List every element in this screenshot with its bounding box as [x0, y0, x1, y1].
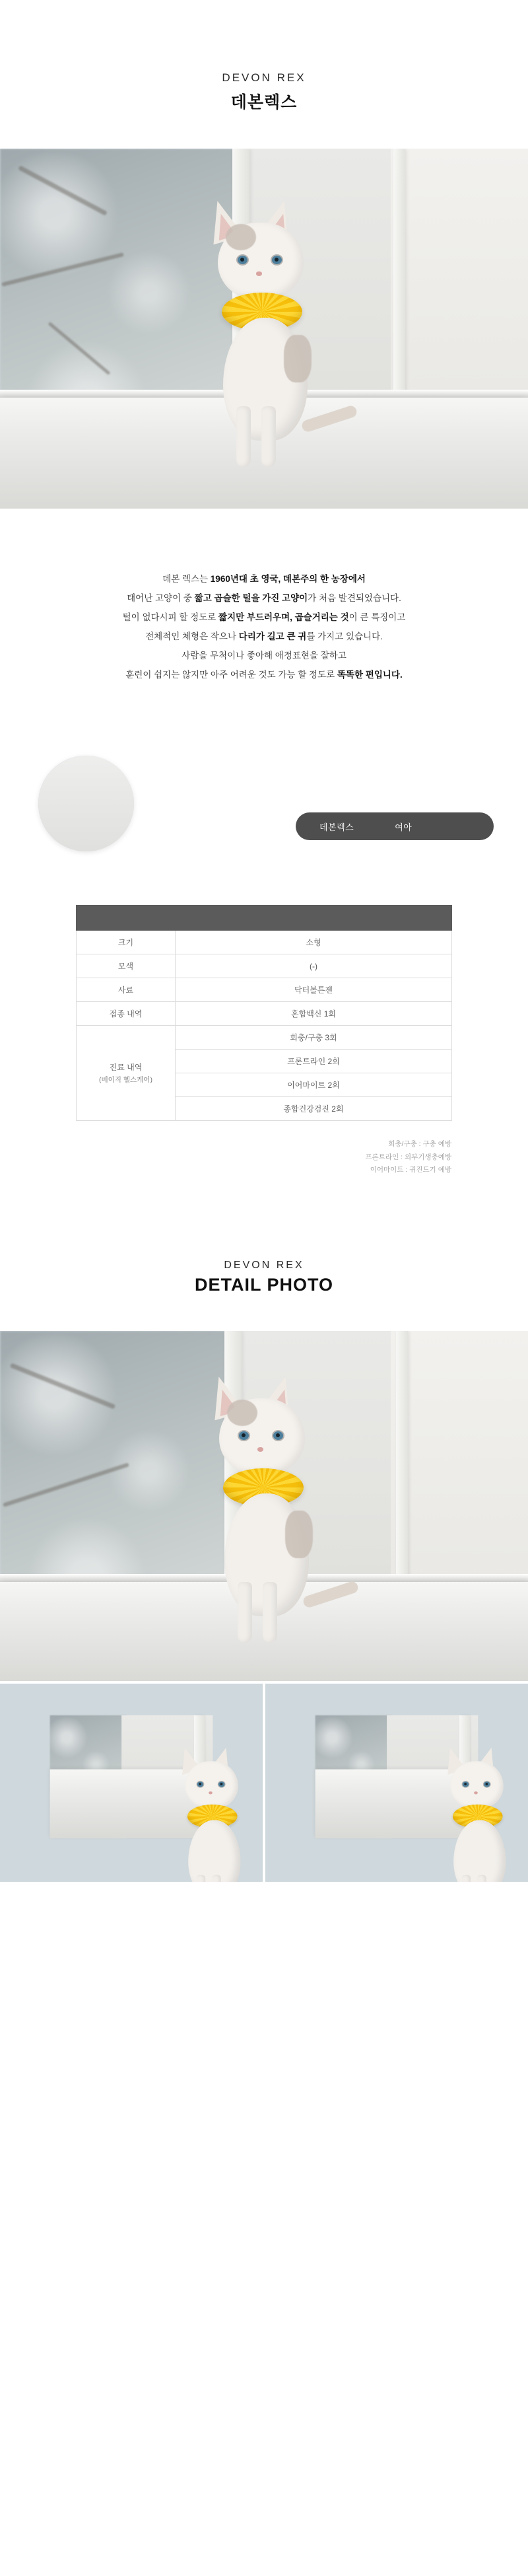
row-label-color: 모색	[77, 954, 176, 978]
table-row	[77, 954, 452, 978]
row-label-treatment: 진료 내역 (베이직 헬스케어)	[77, 1026, 176, 1121]
detail-kitten-illustration	[0, 1331, 528, 1681]
row-value-color: (-)	[176, 954, 452, 978]
leg-front-right	[261, 406, 276, 467]
row-value-treatment-1: 회충/구충 3회	[176, 1026, 452, 1050]
spec-table-wrap	[76, 905, 452, 1121]
row-value-vaccine: 혼합백신 1회	[176, 1002, 452, 1026]
row-label-food: 사료	[77, 978, 176, 1002]
leg-front-right	[263, 1582, 277, 1643]
profile-pill-bar	[296, 812, 494, 840]
description-line-1: 데본 렉스는 1960년대 초 영국, 데본주의 한 농장에서	[162, 574, 366, 584]
kitten	[430, 1744, 528, 1882]
kitten	[185, 195, 343, 472]
eye-left	[238, 256, 248, 264]
row-label-size: 크기	[77, 931, 176, 954]
profile-breed-label: 데본렉스	[319, 822, 354, 832]
detail-left-illustration	[50, 1715, 213, 1838]
row-value-size: 소형	[176, 931, 452, 954]
leg-front-left	[236, 406, 251, 467]
row-label-vaccine: 접종 내역	[77, 1002, 176, 1026]
detail-photo-row	[0, 1684, 528, 1882]
description-line-2: 태어난 고양이 중 짧고 곱슬한 털을 가진 고양이가 처음 발견되었습니다.	[127, 593, 401, 604]
detail-photo-left	[0, 1684, 263, 1882]
row-value-treatment-2: 프론트라인 2회	[176, 1050, 452, 1073]
kitten-illustration	[0, 149, 528, 509]
table-row	[77, 1026, 452, 1050]
head	[185, 1762, 238, 1810]
leg-front-left	[197, 1875, 206, 1882]
table-header-row	[77, 906, 452, 931]
avatar	[38, 756, 134, 851]
leg-front-right	[212, 1875, 221, 1882]
avatar-sill	[38, 756, 134, 851]
detail-photo-right	[265, 1684, 528, 1882]
avatar-kitten-illustration	[38, 756, 134, 851]
leg-front-left	[462, 1875, 471, 1882]
hero-photo	[0, 149, 528, 509]
footnote-item: 회충/구충 : 구충 예방	[388, 1140, 451, 1149]
detail-photo-header	[0, 1260, 528, 1295]
head	[450, 1762, 504, 1810]
detail-photo-large	[0, 1331, 528, 1681]
eye-right	[272, 256, 282, 264]
leg-front-left	[238, 1582, 252, 1643]
description-line-6: 훈련이 쉽지는 않지만 아주 어려운 것도 가능 할 정도로 똑똑한 편입니다.	[125, 670, 403, 680]
detail-eyebrow: DEVON REX	[224, 1260, 304, 1271]
profile-block	[0, 756, 528, 881]
row-value-food: 닥터볼튼젠	[176, 978, 452, 1002]
body	[453, 1820, 506, 1882]
footnote-item: 이어마이트 : 귀진드기 예방	[370, 1165, 451, 1174]
header-eyebrow: DEVON REX	[222, 71, 306, 84]
footnotes	[0, 1138, 528, 1176]
body	[188, 1820, 240, 1882]
profile-sex-label: 여아	[395, 822, 412, 832]
description-block	[0, 569, 528, 684]
detail-right-illustration	[315, 1715, 478, 1838]
body-patch	[284, 335, 312, 382]
table-header-cell-label	[77, 906, 176, 931]
description-line-3: 털이 없다시피 할 정도로 짧지만 부드러우며, 곱슬거리는 것이 큰 특징이고	[122, 612, 406, 623]
row-value-treatment-3: 이어마이트 2회	[176, 1073, 452, 1097]
head-patch	[226, 224, 256, 250]
footnote-item: 프론트라인 : 외부기생충예방	[365, 1153, 451, 1161]
spec-table	[76, 905, 452, 1121]
description-line-5: 사람을 무척이나 좋아해 애정표현을 잘하고	[182, 651, 346, 661]
page-title: 데본렉스	[230, 93, 298, 112]
detail-title: DETAIL PHOTO	[194, 1275, 334, 1295]
page-header	[0, 0, 528, 113]
description-line-4: 전체적인 체형은 작으나 다리가 길고 큰 귀를 가지고 있습니다.	[145, 631, 383, 642]
row-value-treatment-4: 종합건강검진 2회	[176, 1097, 452, 1121]
table-row	[77, 1002, 452, 1026]
kitten	[164, 1744, 263, 1882]
body-patch	[285, 1511, 313, 1558]
kitten	[186, 1371, 345, 1648]
table-row	[77, 931, 452, 954]
table-header-cell-value	[176, 906, 452, 931]
nose	[256, 271, 262, 276]
leg-front-right	[477, 1875, 486, 1882]
table-row	[77, 978, 452, 1002]
